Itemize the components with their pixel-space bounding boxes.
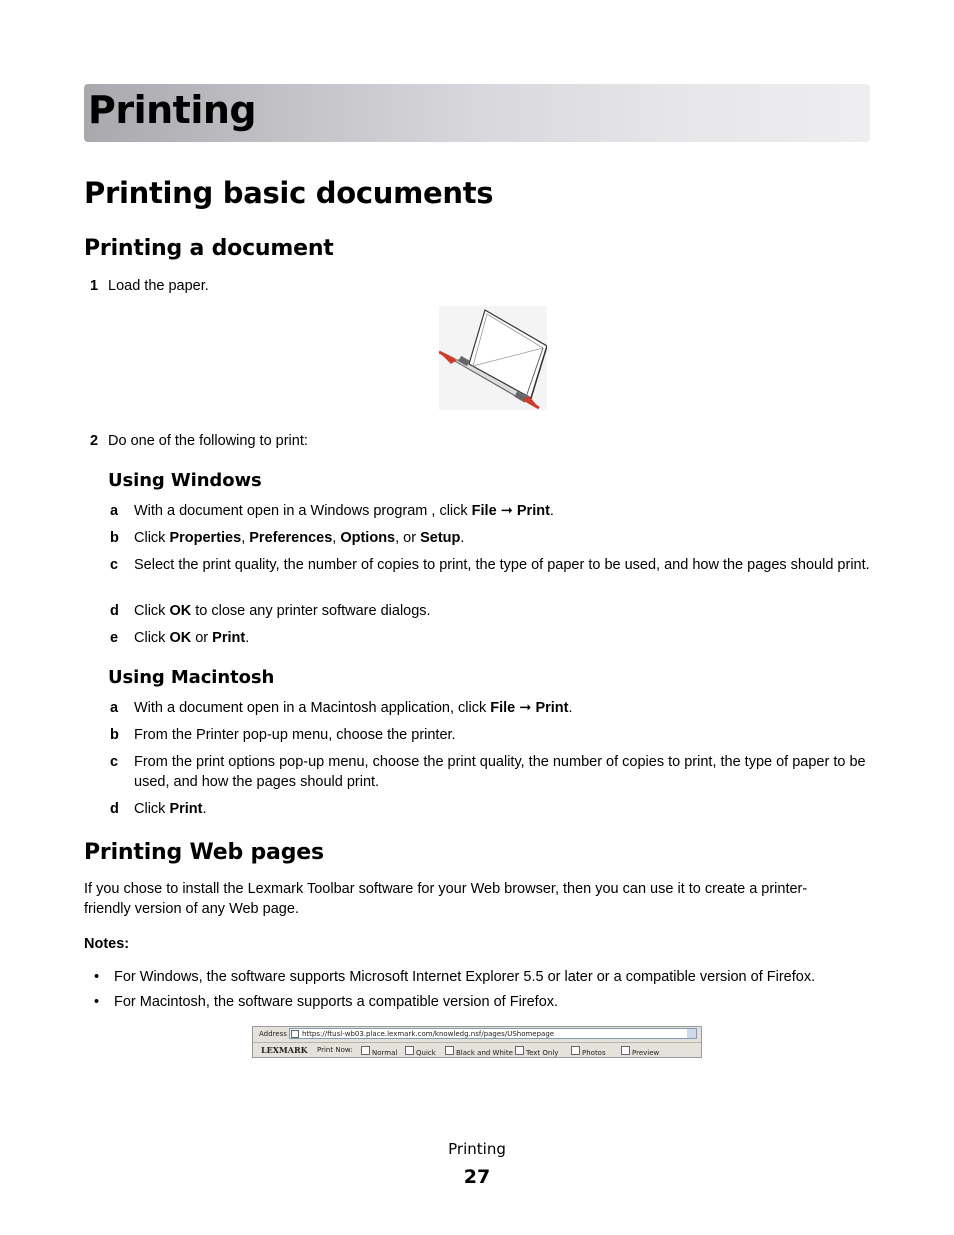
- toolbar-button-quick: Quick: [405, 1046, 416, 1055]
- using-macintosh-heading: Using Macintosh: [108, 667, 275, 688]
- step-number: 1: [90, 278, 99, 294]
- address-label: Address: [259, 1030, 287, 1038]
- black-white-icon: [445, 1046, 454, 1055]
- notes-label: Notes:: [84, 936, 130, 952]
- step-text: Do one of the following to print:: [108, 433, 308, 449]
- text-only-icon: [515, 1046, 524, 1055]
- bullet-icon: •: [94, 994, 100, 1010]
- step-text: With a document open in a Windows program , click File ➞ Print.: [134, 503, 554, 519]
- using-windows-heading: Using Windows: [108, 470, 262, 491]
- step-letter: b: [110, 530, 119, 546]
- normal-icon: [361, 1046, 370, 1055]
- toolbar-button-normal: Normal: [361, 1046, 372, 1055]
- load-paper-illustration: [439, 306, 547, 410]
- page-number: 27: [463, 1166, 491, 1188]
- note-text: For Macintosh, the software supports a compatible version of Firefox.: [114, 994, 559, 1010]
- lexmark-toolbar-screenshot: [252, 1026, 702, 1058]
- subsection-title-printing-document: Printing a document: [84, 236, 334, 261]
- step-text: Load the paper.: [108, 278, 209, 294]
- step-text: Click OK or Print.: [134, 630, 250, 646]
- step-text: Click Print.: [134, 801, 207, 817]
- step-text: From the print options pop-up menu, choose the print quality, the number of copies to print, the type of paper to be used, and how the pages should print.: [134, 754, 866, 790]
- lexmark-logo: LEXMARK: [261, 1045, 308, 1055]
- chapter-title: Printing: [88, 88, 257, 132]
- toolbar-button-photos: Photos: [571, 1046, 582, 1055]
- toolbar-button-black-white: Black and White: [445, 1046, 456, 1055]
- address-input: [289, 1028, 697, 1039]
- section-title: Printing basic documents: [84, 176, 494, 210]
- step-text: From the Printer pop-up menu, choose the printer.: [134, 727, 456, 743]
- address-bar: [253, 1027, 701, 1043]
- web-pages-intro: If you chose to install the Lexmark Toolbar software for your Web browser, then you can use it to create a printer-friendly version of any Web page.: [84, 881, 808, 917]
- step-letter: c: [110, 557, 119, 573]
- toolbar-button-text-only: Text Only: [515, 1046, 526, 1055]
- dropdown-arrow-icon: [687, 1029, 696, 1038]
- step-letter: d: [110, 801, 119, 817]
- photos-icon: [571, 1046, 580, 1055]
- page-icon: [291, 1030, 299, 1038]
- step-number: 2: [90, 433, 99, 449]
- step-text: Click OK to close any printer software dialogs.: [134, 603, 431, 619]
- step-letter: a: [110, 503, 119, 519]
- step-letter: c: [110, 754, 119, 770]
- step-letter: a: [110, 700, 119, 716]
- step-text: Click Properties, Preferences, Options, or Setup.: [134, 530, 465, 546]
- step-text: Select the print quality, the number of copies to print, the type of paper to be used, and how the pages should print.: [134, 557, 870, 573]
- lexmark-toolbar-row: [253, 1043, 701, 1058]
- subsection-title-web-pages: Printing Web pages: [84, 840, 324, 865]
- chapter-banner: [84, 84, 870, 142]
- toolbar-button-preview: Preview: [621, 1046, 632, 1055]
- print-now-label: Print Now:: [317, 1046, 353, 1054]
- step-letter: e: [110, 630, 119, 646]
- bullet-icon: •: [94, 969, 100, 985]
- preview-icon: [621, 1046, 630, 1055]
- step-text: With a document open in a Macintosh application, click File ➞ Print.: [134, 700, 573, 716]
- quick-icon: [405, 1046, 414, 1055]
- address-url: https://ftusl-wb03.place.lexmark.com/knowledg.nsf/pages/UShomepage: [302, 1030, 555, 1038]
- note-text: For Windows, the software supports Microsoft Internet Explorer 5.5 or later or a compatible version of Firefox.: [114, 969, 816, 985]
- step-letter: b: [110, 727, 119, 743]
- arrow-right-icon: ➞: [500, 503, 513, 519]
- arrow-right-icon: ➞: [519, 700, 532, 716]
- footer-chapter-label: Printing: [448, 1140, 506, 1158]
- step-letter: d: [110, 603, 119, 619]
